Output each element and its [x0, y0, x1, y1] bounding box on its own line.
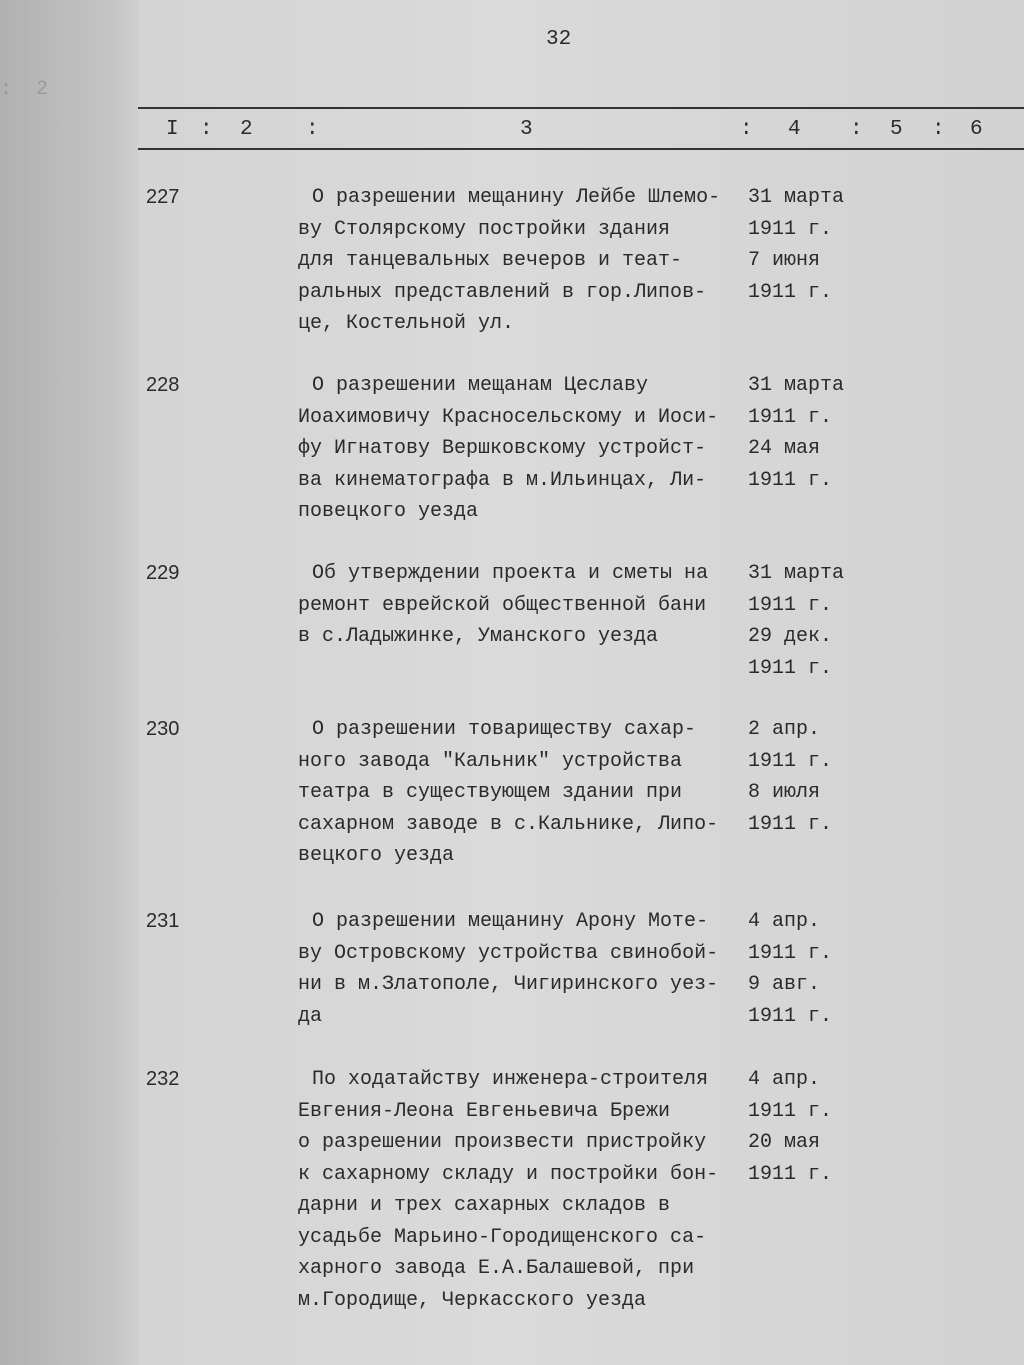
entry-text: О разрешении мещанину Лейбе Шлемо-	[312, 186, 721, 209]
entry-text: О разрешении мещанину Арону Моте-	[312, 910, 709, 933]
entry-text: ву Столярскому постройки здания	[298, 217, 671, 241]
entry-text: ва кинематографа в м.Ильинцах, Ли-	[298, 468, 707, 492]
entry-text: ного завода "Кальник" устройства	[298, 749, 683, 773]
column-3-label: 3	[520, 118, 533, 141]
entry-date: 1911 г.	[748, 941, 833, 965]
entry-date: 1911 г.	[748, 812, 833, 836]
entry-text: о разрешении произвести пристройку	[298, 1131, 707, 1154]
entry-text: це, Костельной ул.	[298, 312, 515, 335]
entry-text: сахарном заводе в с.Кальнике, Липо-	[298, 812, 719, 836]
entry-text: По ходатайству инженера-строителя	[312, 1068, 709, 1091]
entry-text: Иоахимовичу Красносельскому и Иоси-	[298, 405, 719, 429]
entry-text: О разрешении товариществу сахар-	[312, 718, 697, 741]
entry-date: 31 марта	[748, 186, 845, 209]
entry-date: 1911 г.	[748, 1004, 833, 1028]
entry-text: м.Городище, Черкасского уезда	[298, 1288, 647, 1312]
entry-number: 228	[146, 374, 180, 396]
header-top-rule	[138, 107, 1024, 109]
entry-date: 24 мая	[748, 437, 821, 460]
entry-text: театра в существующем здании при	[298, 781, 683, 804]
entry-number: 231	[146, 910, 180, 932]
entry-date: 1911 г.	[748, 593, 833, 617]
column-1-label: I	[166, 118, 179, 141]
entry-text: в с.Ладыжинке, Уманского уезда	[298, 625, 659, 648]
entry-date: 20 мая	[748, 1131, 821, 1154]
column-separator: :	[932, 118, 945, 141]
column-separator: :	[200, 118, 213, 141]
column-2-label: 2	[240, 118, 253, 141]
entry-date: 1911 г.	[748, 468, 833, 492]
column-separator: :	[850, 118, 863, 141]
entry-date: 4 апр.	[748, 1068, 821, 1091]
entry-date: 1911 г.	[748, 1099, 833, 1123]
column-4-label: 4	[788, 118, 801, 141]
entry-number: 229	[146, 562, 180, 584]
previous-page-header: : 2	[0, 78, 55, 101]
entry-number: 232	[146, 1068, 180, 1090]
entry-text: для танцевальных вечеров и теат-	[298, 249, 683, 272]
entry-date: 1911 г.	[748, 749, 833, 773]
entry-text: ву Островскому устройства свинобой-	[298, 941, 719, 965]
entry-text: фу Игнатову Вершковскому устройст-	[298, 437, 707, 460]
entry-date: 2 апр.	[748, 718, 821, 741]
page-number: 32	[546, 28, 572, 51]
entry-text: ральных представлений в гор.Липов-	[298, 280, 707, 304]
entry-date: 1911 г.	[748, 656, 833, 680]
column-separator: :	[306, 118, 319, 141]
column-5-label: 5	[890, 118, 903, 141]
entry-text: да	[298, 1004, 323, 1028]
entry-date: 1911 г.	[748, 405, 833, 429]
entry-date: 1911 г.	[748, 1162, 833, 1186]
entry-number: 227	[146, 186, 180, 208]
entry-text: ремонт еврейской общественной бани	[298, 593, 707, 617]
entry-number: 230	[146, 718, 180, 740]
entry-date: 9 авг.	[748, 973, 821, 996]
entry-text: харного завода Е.А.Балашевой, при	[298, 1257, 695, 1280]
entry-text: дарни и трех сахарных складов в	[298, 1194, 671, 1217]
entry-text: Евгения-Леона Евгеньевича Брежи	[298, 1099, 671, 1123]
entry-text: О разрешении мещанам Цеславу	[312, 374, 649, 397]
entry-date: 29 дек.	[748, 625, 833, 648]
column-6-label: 6	[970, 118, 983, 141]
entry-text: вецкого уезда	[298, 844, 455, 867]
entry-date: 4 апр.	[748, 910, 821, 933]
entry-date: 7 июня	[748, 249, 821, 272]
entry-date: 1911 г.	[748, 217, 833, 241]
header-bottom-rule	[138, 148, 1024, 150]
previous-page-edge	[0, 0, 138, 1365]
entry-date: 8 июля	[748, 781, 821, 804]
entry-date: 31 марта	[748, 562, 845, 585]
entry-text: усадьбе Марьино-Городищенского са-	[298, 1225, 707, 1249]
entry-text: ни в м.Златополе, Чигиринского уез-	[298, 973, 719, 996]
entry-text: повецкого уезда	[298, 500, 479, 523]
column-separator: :	[740, 118, 753, 141]
entry-text: к сахарному складу и постройки бон-	[298, 1162, 719, 1186]
entry-date: 31 марта	[748, 374, 845, 397]
entry-date: 1911 г.	[748, 280, 833, 304]
entry-text: Об утверждении проекта и сметы на	[312, 562, 709, 585]
